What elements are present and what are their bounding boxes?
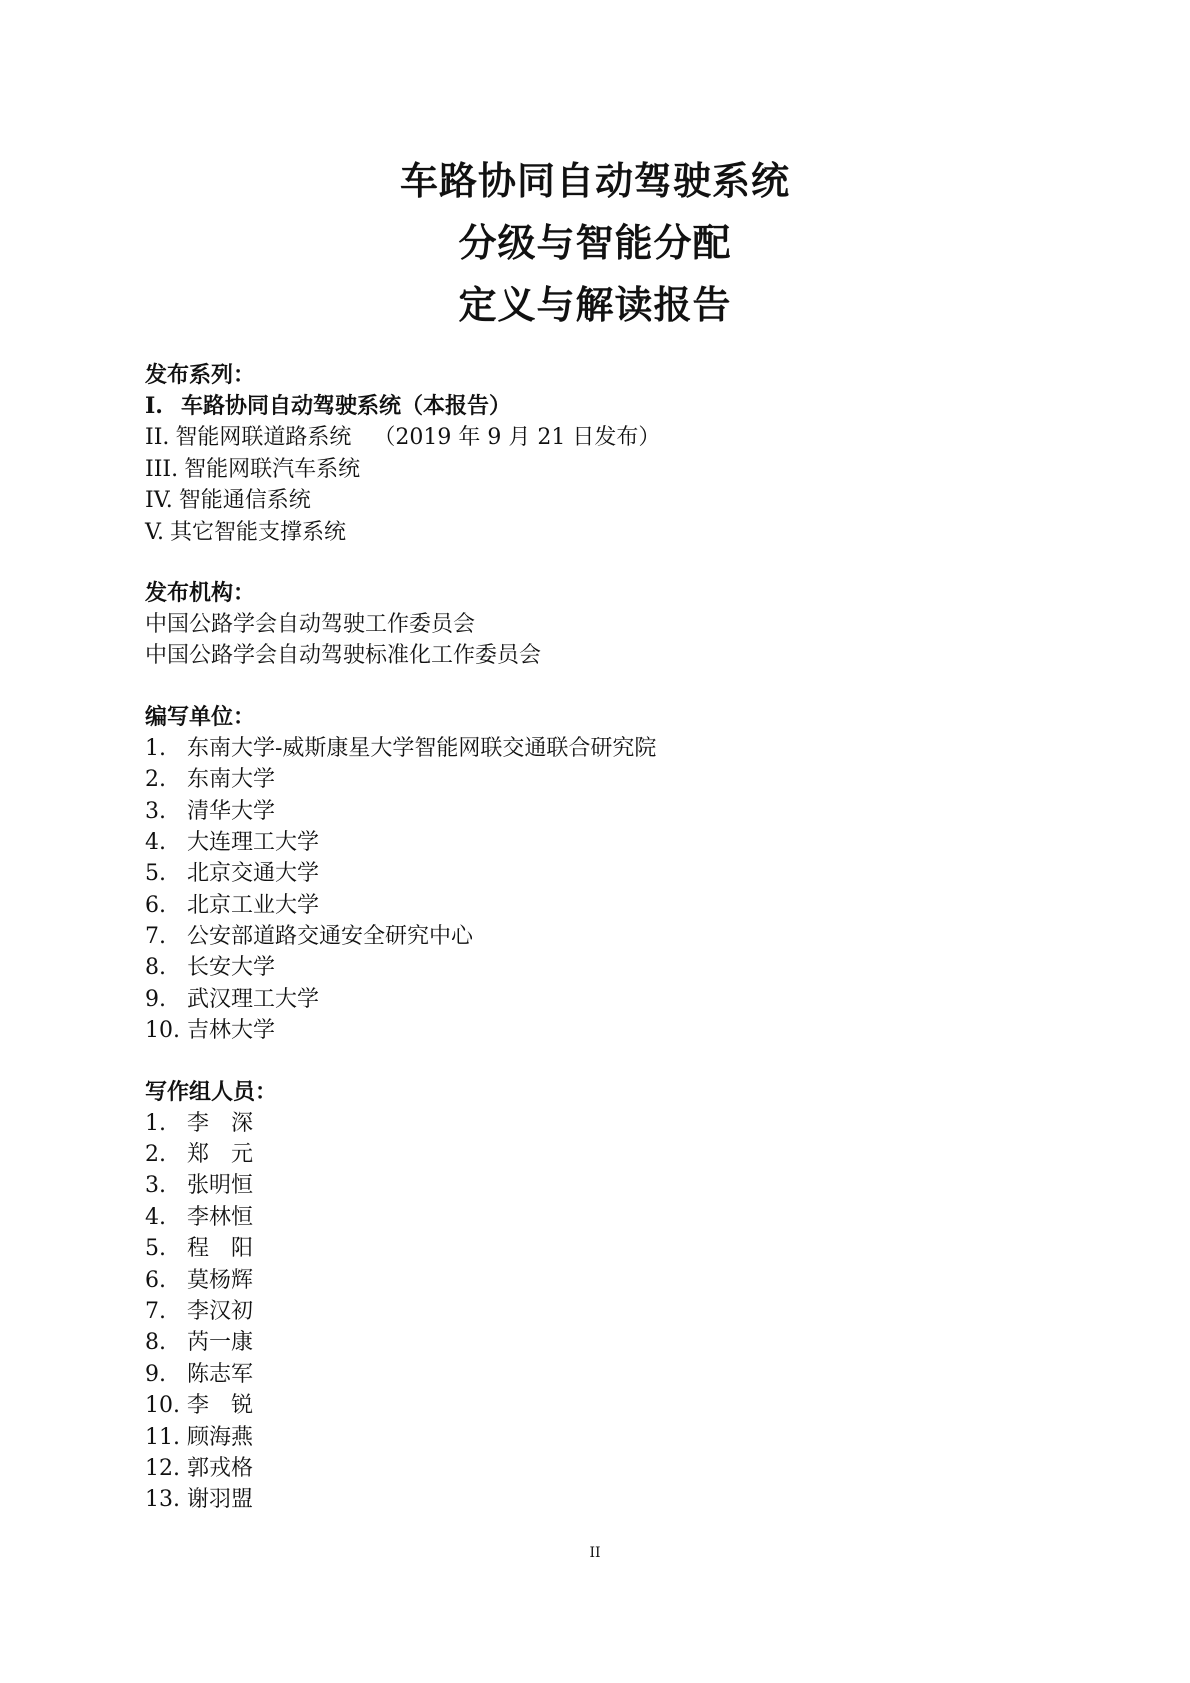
series-item-text: 其它智能支撑系统 [170,519,347,545]
series-item [145,517,1045,548]
author-number: 9. [145,1361,166,1387]
publishers-heading: 发布机构： [145,580,256,606]
title-line-2: 分级与智能分配 [458,221,732,265]
unit-item [145,921,1045,952]
author-name: 芮一康 [187,1330,254,1356]
author-item [145,1265,1045,1296]
author-number: 4. [145,1204,166,1230]
author-item [145,1202,1045,1233]
author-name: 程 阳 [187,1236,254,1262]
author-number: 10. [145,1393,180,1419]
unit-number: 3. [145,798,166,824]
series-item-text: 智能网联道路系统 [175,425,352,451]
unit-number: 4. [145,829,166,855]
author-item [145,1422,1045,1453]
author-number: 6. [145,1267,166,1293]
unit-item [145,733,1045,764]
authors-section [145,1077,1045,1516]
series-item-number: IV. [145,488,173,514]
series-section [145,360,1045,548]
author-name: 李林恒 [187,1204,254,1230]
unit-number: 7. [145,924,166,950]
unit-name: 公安部道路交通安全研究中心 [187,924,474,950]
unit-name: 东南大学-威斯康星大学智能网联交通联合研究院 [187,735,657,761]
series-item-number: III. [145,456,179,482]
author-name: 张明恒 [187,1173,254,1199]
author-number: 1. [145,1110,166,1136]
author-number: 12. [145,1455,180,1481]
author-name: 莫杨辉 [187,1267,254,1293]
author-item [145,1327,1045,1358]
author-number: 13. [145,1487,180,1513]
unit-item [145,984,1045,1015]
author-name: 郑 元 [187,1142,254,1168]
unit-item [145,796,1045,827]
author-number: 8. [145,1330,166,1356]
unit-name: 清华大学 [187,798,276,824]
author-item [145,1296,1045,1327]
series-item [145,391,1045,422]
unit-item [145,764,1045,795]
publishers-section [145,578,1045,672]
series-item-number: I. [145,393,163,419]
author-number: 2. [145,1142,166,1168]
series-item-text: 智能通信系统 [178,488,311,514]
author-name: 顾海燕 [187,1424,254,1450]
units-section [145,702,1045,1047]
series-item-number: II. [145,425,170,451]
unit-number: 2. [145,767,166,793]
author-number: 5. [145,1236,166,1262]
series-item-text: 智能网联汽车系统 [184,456,361,482]
title-line-1: 车路协同自动驾驶系统 [399,159,790,203]
unit-name: 大连理工大学 [187,829,320,855]
unit-number: 5. [145,861,166,887]
series-heading: 发布系列： [145,363,256,388]
series-item [145,422,1045,453]
series-item [145,485,1045,516]
unit-name: 长安大学 [187,955,276,981]
unit-number: 6. [145,892,166,918]
unit-item [145,858,1045,889]
publisher-item: 中国公路学会自动驾驶工作委员会 [145,611,476,637]
unit-item [145,952,1045,983]
title-line-3: 定义与解读报告 [458,283,732,327]
author-number: 7. [145,1298,166,1324]
author-name: 陈志军 [187,1361,254,1387]
unit-name: 东南大学 [187,767,276,793]
unit-number: 1. [145,735,166,761]
unit-number: 10. [145,1018,180,1044]
unit-name: 北京工业大学 [187,892,320,918]
unit-name: 北京交通大学 [187,861,320,887]
publisher-item: 中国公路学会自动驾驶标准化工作委员会 [145,643,542,669]
author-name: 李汉初 [187,1298,254,1324]
author-item [145,1139,1045,1170]
document-body [145,360,1045,1546]
author-item [145,1170,1045,1201]
series-item-note: （2019 年 9 月 21 日发布） [373,425,661,451]
report-title [0,150,1190,336]
author-number: 3. [145,1173,166,1199]
unit-item [145,1015,1045,1046]
author-name: 郭戎格 [187,1455,254,1481]
author-number: 11. [145,1424,180,1450]
page-number: II [589,1545,601,1561]
unit-name: 吉林大学 [187,1018,276,1044]
author-item [145,1108,1045,1139]
unit-number: 8. [145,955,166,981]
series-item-number: V. [145,519,165,545]
unit-item [145,890,1045,921]
units-heading: 编写单位： [145,704,256,730]
series-item [145,454,1045,485]
authors-heading: 写作组人员： [145,1079,278,1105]
author-name: 李 锐 [187,1393,254,1419]
series-item-text: 车路协同自动驾驶系统（本报告） [180,394,511,419]
unit-number: 9. [145,986,166,1012]
author-item [145,1390,1045,1421]
author-item [145,1484,1045,1515]
author-name: 李 深 [187,1110,254,1136]
author-item [145,1453,1045,1484]
author-name: 谢羽盟 [187,1487,254,1513]
unit-name: 武汉理工大学 [187,986,320,1012]
author-item [145,1359,1045,1390]
author-item [145,1233,1045,1264]
unit-item [145,827,1045,858]
